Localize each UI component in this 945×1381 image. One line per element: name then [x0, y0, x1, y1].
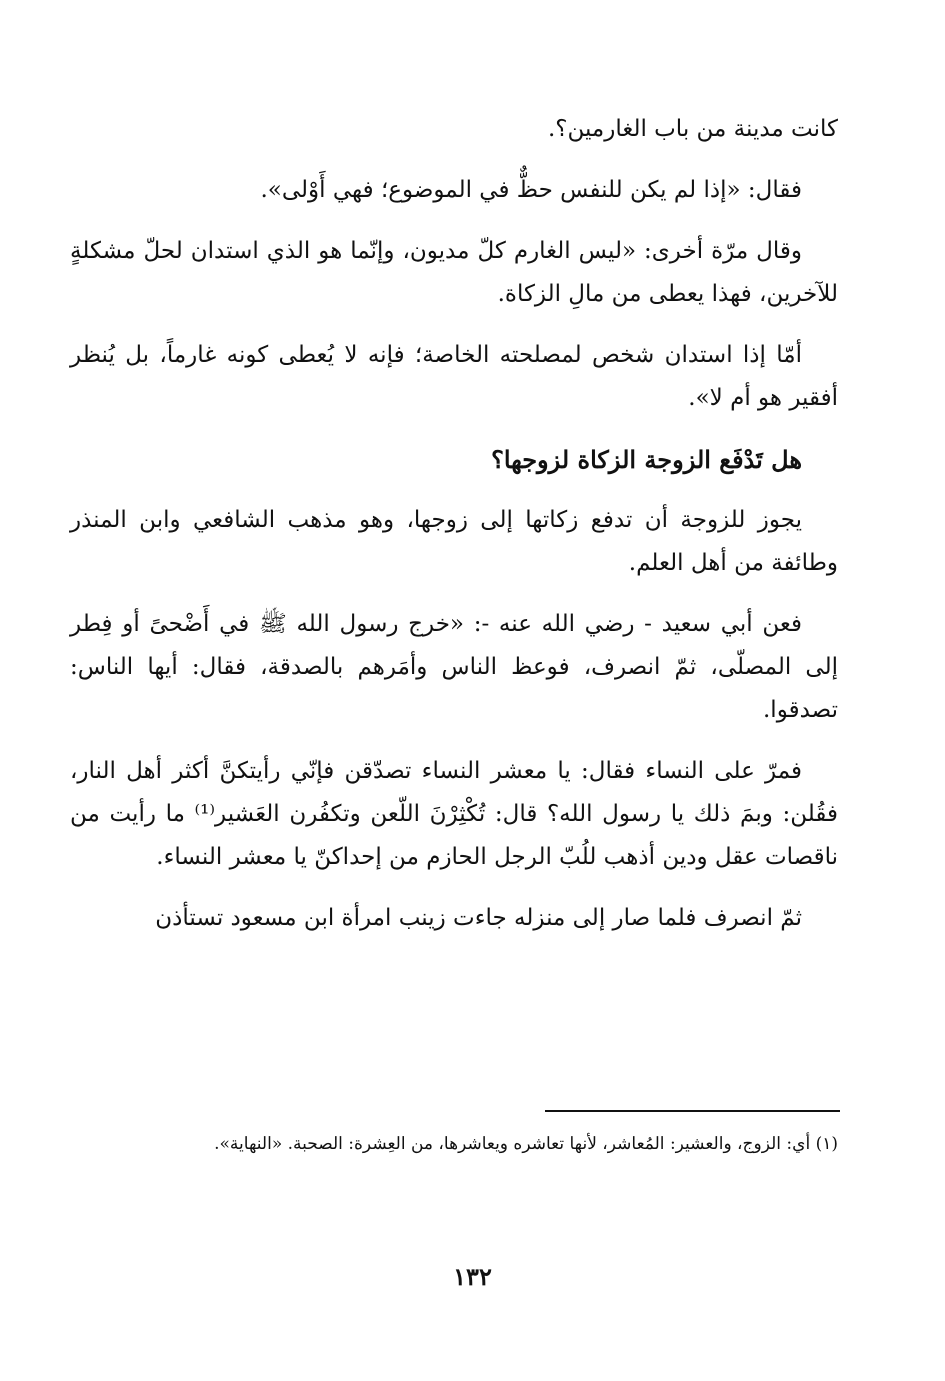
- paragraph-3: وقال مرّة أخرى: «ليس الغارم كلّ مديون، وإنّما هو الذي استدان لحلّ مشكلةٍ للآخرين، فهذا يعطى من مالِ الزكاة.: [70, 238, 838, 307]
- paragraph-6: فعن أبي سعيد - رضي الله عنه -: «خرج رسول الله ﷺ في أَضْحىً أو فِطر إلى المصلّى، ثمّ انصرف، فوعظ الناس وأمَرهم بالصدقة، فقال: أيها الناس: تصدقوا.: [70, 611, 838, 723]
- page-number: ١٣٢: [453, 1262, 492, 1291]
- paragraph-5: يجوز للزوجة أن تدفع زكاتها إلى زوجها، وهو مذهب الشافعي وابن المنذر وطائفة من أهل العلم.: [70, 507, 838, 576]
- paragraph-4: أمّا إذا استدان شخص لمصلحته الخاصة؛ فإنه لا يُعطى كونه غارماً، بل يُنظر أفقير هو أم لا».: [70, 342, 838, 411]
- paragraph-1: كانت مدينة من باب الغارمين؟.: [547, 116, 838, 142]
- footnote: (١) أي: الزوج، والعشير: المُعاشر، لأنها تعاشره ويعاشرها، من العِشرة: الصحبة. «النهاية».: [214, 1134, 838, 1154]
- paragraph-8: ثمّ انصرف فلما صار إلى منزله جاءت زينب امرأة ابن مسعود تستأذن: [155, 905, 802, 931]
- paragraph-2: فقال: «إذا لم يكن للنفس حظٌّ في الموضوع؛ فهي أَوْلى».: [260, 177, 802, 203]
- paragraph-7: فمرّ على النساء فقال: يا معشر النساء تصدّقن فإنّي رأيتكنَّ أكثر أهل النار، فقُلن: وبمَ ذلك يا رسول الله؟ قال: تُكْثِرْنَ اللّعن وتكفُرن العَشير⁽¹⁾ ما رأيت من ناقصات عقل ودين أذهب للُبّ الرجل الحازم من إحداكنّ يا معشر النساء.: [70, 758, 838, 870]
- main-text-column: [70, 108, 838, 958]
- section-heading: هل تَدْفَع الزوجة الزكاة لزوجها؟: [491, 445, 802, 474]
- footnote-divider: [545, 1110, 840, 1112]
